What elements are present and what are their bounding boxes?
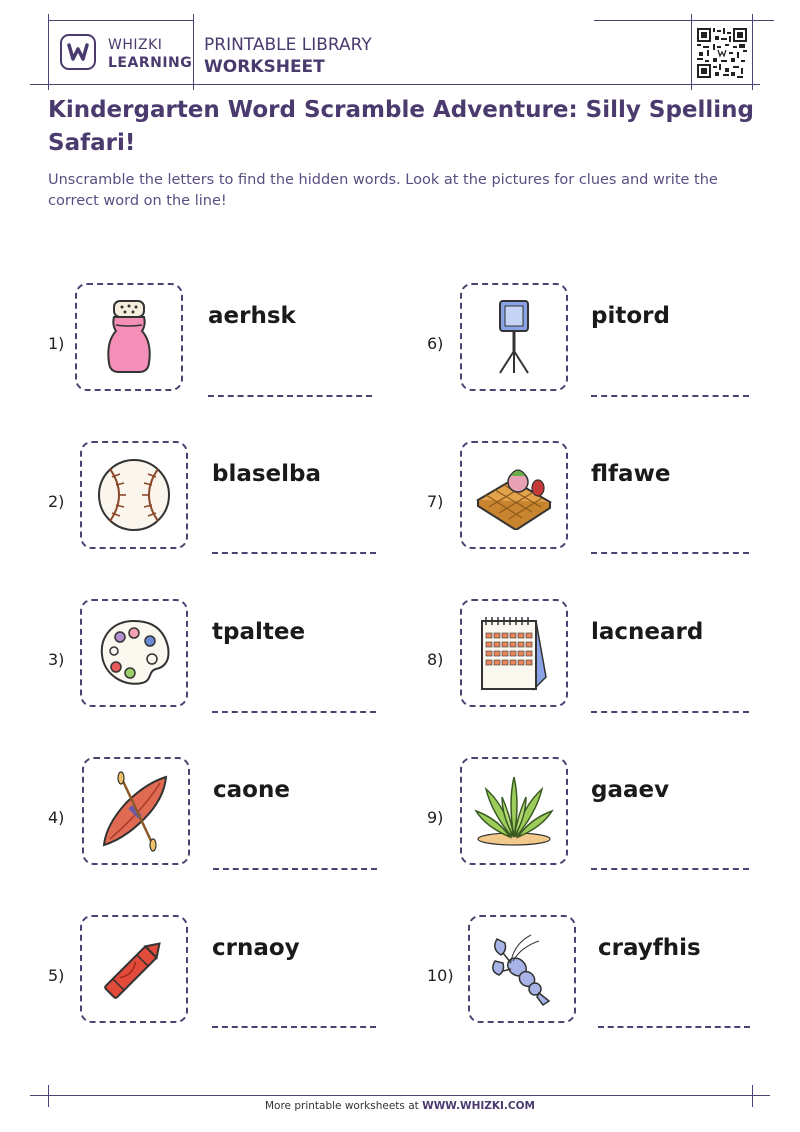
answer-line[interactable] bbox=[212, 711, 376, 713]
footer-site-link[interactable]: WWW.WHIZKI.COM bbox=[422, 1100, 536, 1112]
agave-icon bbox=[472, 773, 556, 849]
picture-frame bbox=[82, 757, 190, 865]
answer-line[interactable] bbox=[208, 395, 372, 397]
scrambled-word: crnaoy bbox=[212, 935, 300, 961]
header-divider-mid bbox=[193, 14, 194, 90]
picture-frame bbox=[460, 757, 568, 865]
page-title: Kindergarten Word Scramble Adventure: Silly Spelling Safari! bbox=[48, 97, 755, 156]
scrambled-word: blaselba bbox=[212, 461, 322, 487]
crayfish-icon bbox=[487, 931, 557, 1007]
picture-frame bbox=[75, 283, 183, 391]
picture-frame bbox=[80, 599, 188, 707]
item-number: 5) bbox=[48, 966, 65, 985]
instructions: Unscramble the letters to find the hidden words. Look at the pictures for clues and write the correct word on the line! bbox=[48, 172, 718, 209]
picture-frame bbox=[468, 915, 576, 1023]
scrambled-word: crayfhis bbox=[598, 935, 701, 961]
brand-name bbox=[108, 36, 192, 72]
scrambled-word: lacneard bbox=[591, 619, 704, 645]
brand-line2: LEARNING bbox=[108, 55, 193, 71]
item-number: 2) bbox=[48, 492, 65, 511]
answer-line[interactable] bbox=[213, 868, 377, 870]
salt-shaker-icon bbox=[94, 297, 164, 377]
library-line2: WORKSHEET bbox=[204, 57, 325, 77]
brand-line1: WHIZKI bbox=[108, 37, 163, 53]
picture-frame bbox=[80, 915, 188, 1023]
header-top-rule-right bbox=[594, 20, 774, 21]
tripod-icon bbox=[484, 297, 544, 377]
footer-prefix: More printable worksheets at bbox=[264, 1100, 419, 1112]
header-bottom-rule bbox=[30, 84, 760, 85]
scrambled-word: aerhsk bbox=[208, 303, 296, 329]
footer-rule bbox=[30, 1095, 770, 1096]
scrambled-word: pitord bbox=[591, 303, 670, 329]
library-line1: PRINTABLE LIBRARY bbox=[204, 35, 372, 55]
footer bbox=[0, 1100, 800, 1112]
answer-line[interactable] bbox=[591, 395, 749, 397]
item-number: 8) bbox=[427, 650, 444, 669]
library-label bbox=[204, 34, 372, 78]
answer-line[interactable] bbox=[591, 711, 749, 713]
picture-frame bbox=[460, 599, 568, 707]
baseball-icon bbox=[94, 455, 174, 535]
item-number: 9) bbox=[427, 808, 444, 827]
header-top-rule bbox=[48, 20, 193, 21]
picture-frame bbox=[460, 441, 568, 549]
picture-frame bbox=[460, 283, 568, 391]
answer-line[interactable] bbox=[591, 552, 749, 554]
header-divider-left bbox=[48, 14, 49, 90]
calendar-icon bbox=[476, 611, 552, 695]
item-number: 3) bbox=[48, 650, 65, 669]
picture-frame bbox=[80, 441, 188, 549]
answer-line[interactable] bbox=[212, 552, 376, 554]
waffle-icon bbox=[472, 460, 556, 530]
header-divider-right bbox=[691, 14, 692, 90]
canoe-icon bbox=[94, 769, 178, 853]
scrambled-word: caone bbox=[213, 777, 290, 803]
scrambled-word: flfawe bbox=[591, 461, 671, 487]
item-number: 7) bbox=[427, 492, 444, 511]
item-number: 10) bbox=[427, 966, 454, 985]
answer-line[interactable] bbox=[598, 1026, 750, 1028]
brand-logo-icon bbox=[60, 34, 96, 70]
item-number: 1) bbox=[48, 334, 65, 353]
scrambled-word: gaaev bbox=[591, 777, 670, 803]
crayon-icon bbox=[92, 927, 176, 1011]
item-number: 6) bbox=[427, 334, 444, 353]
item-number: 4) bbox=[48, 808, 65, 827]
qr-code-icon bbox=[697, 28, 747, 78]
header-divider-far-right bbox=[752, 14, 753, 90]
answer-line[interactable] bbox=[212, 1026, 376, 1028]
answer-line[interactable] bbox=[591, 868, 749, 870]
scrambled-word: tpaltee bbox=[212, 619, 306, 645]
palette-icon bbox=[94, 615, 174, 691]
